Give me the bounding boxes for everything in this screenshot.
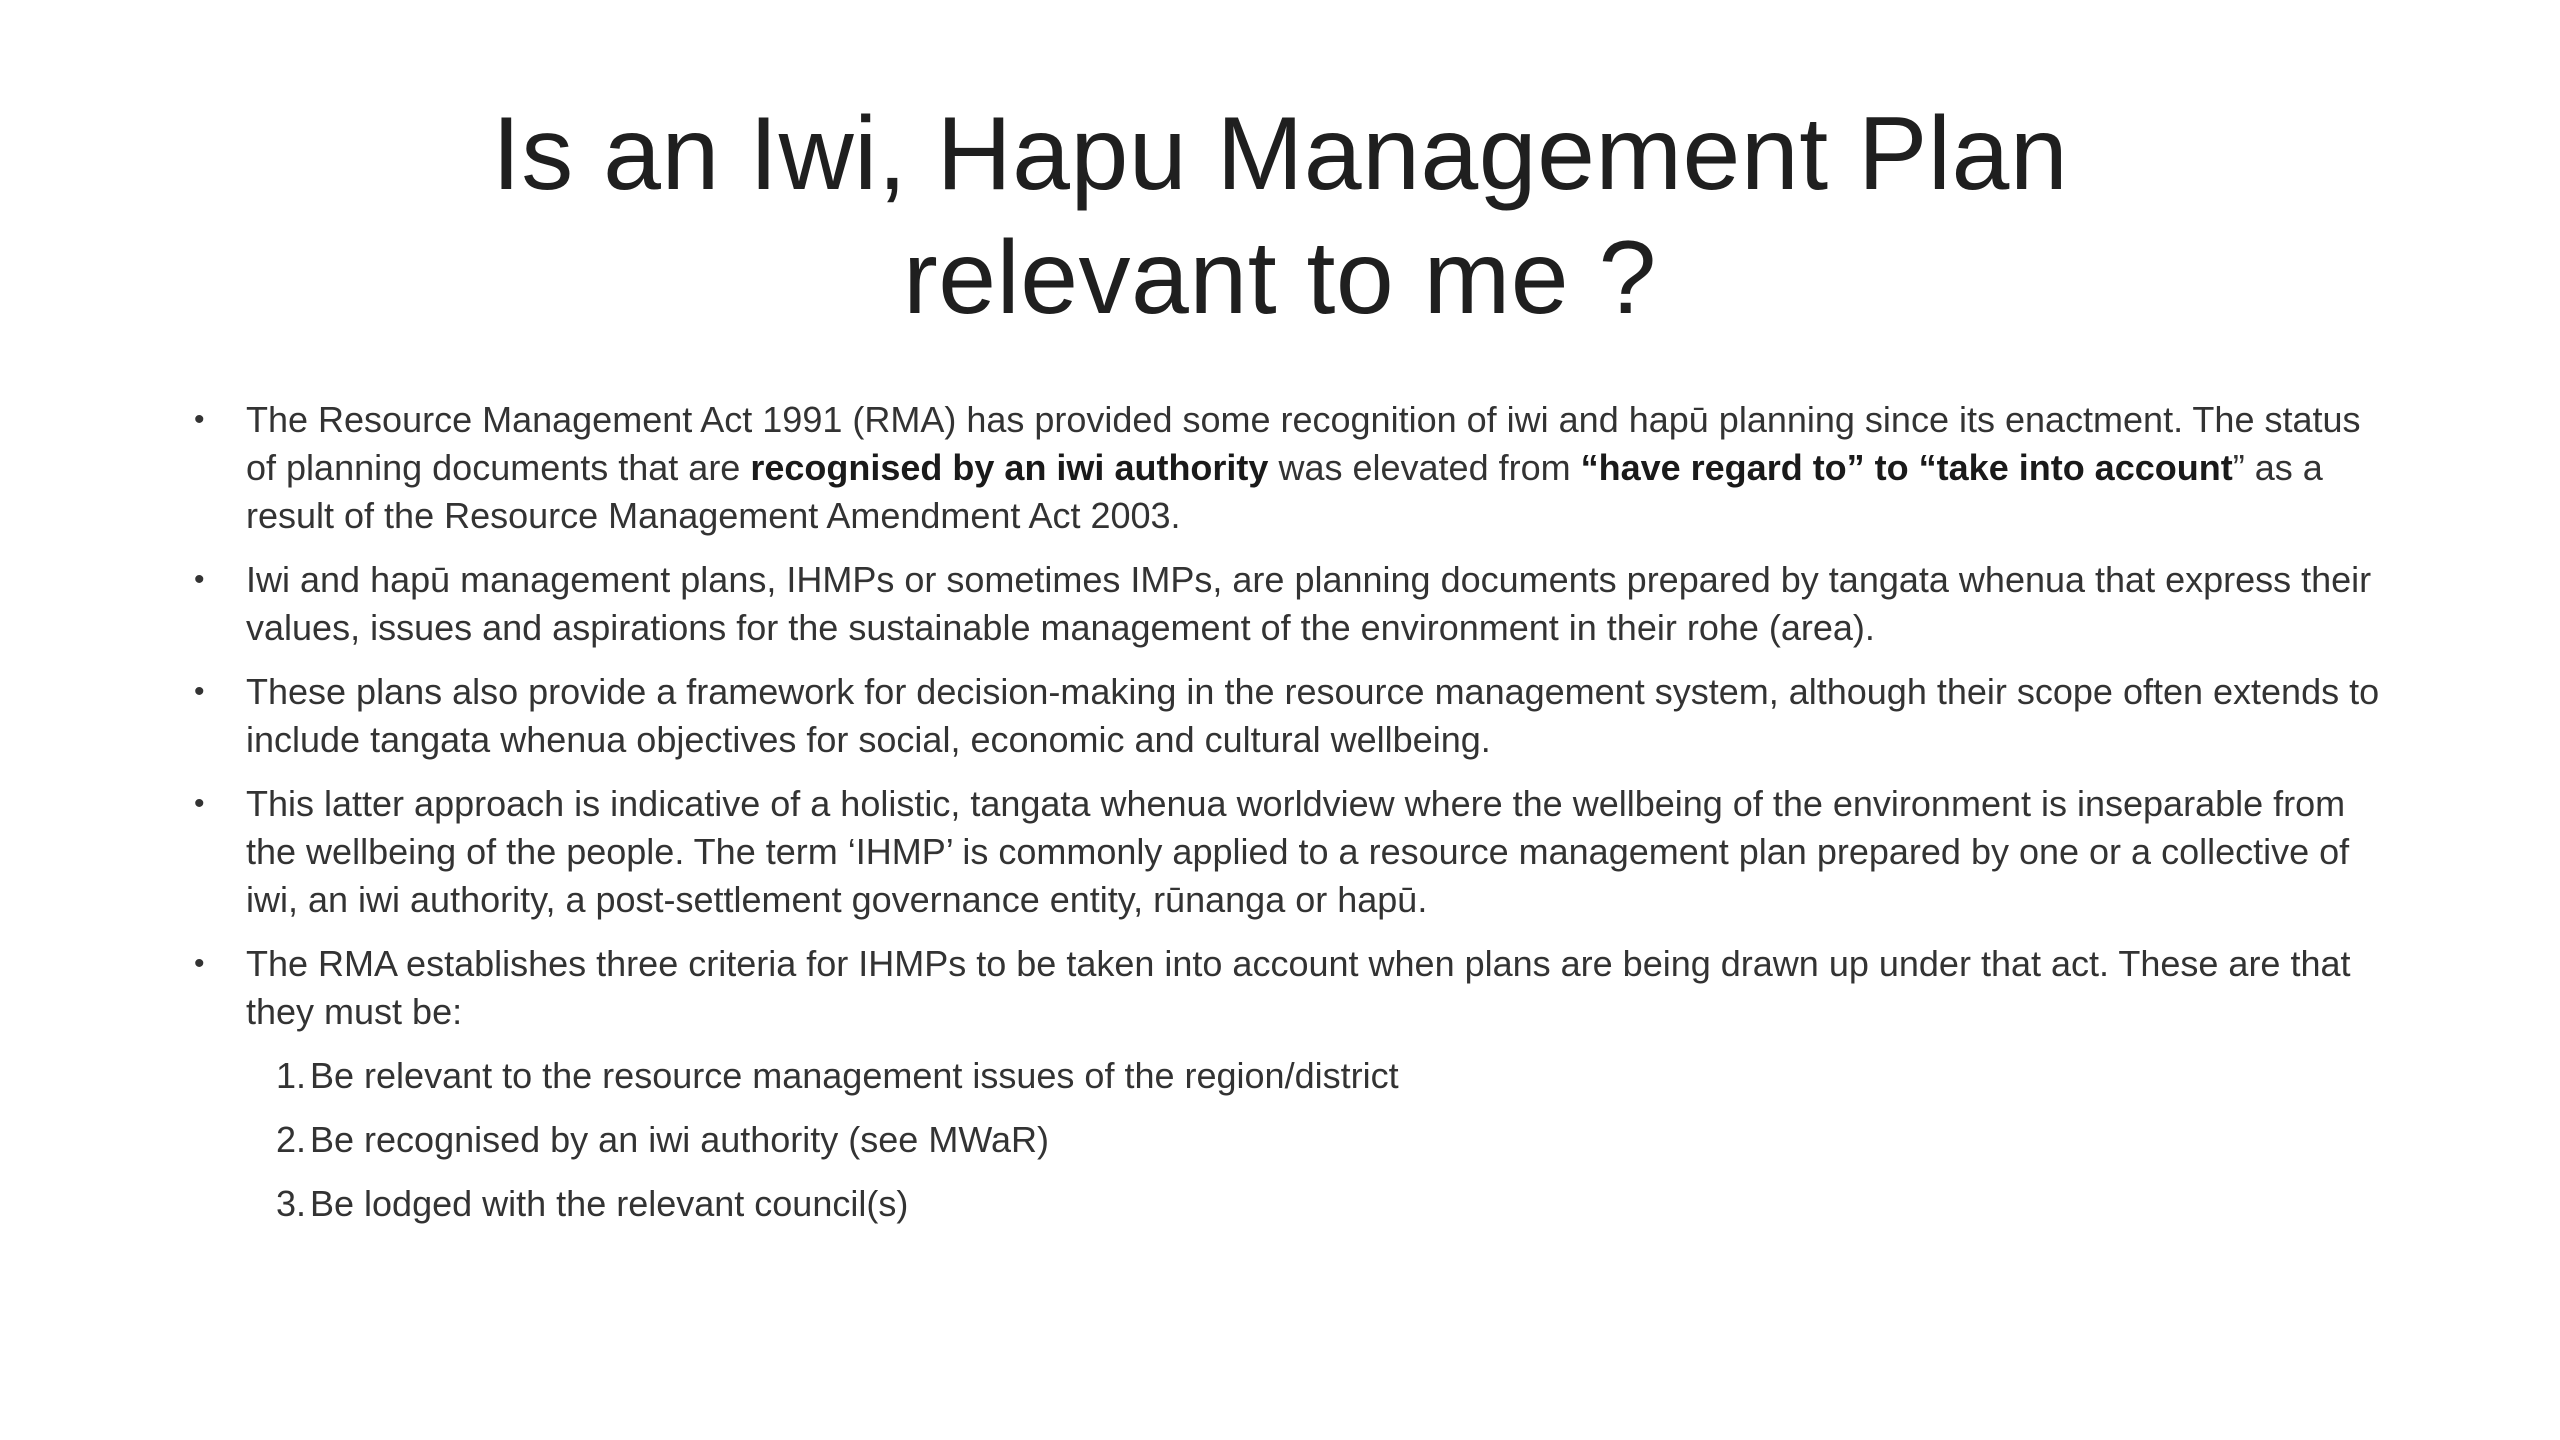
bullet-item-rma-criteria: [190, 940, 2390, 1036]
bullet-dot: •: [194, 563, 205, 596]
criteria-text: Be recognised by an iwi authority (see MWaR): [310, 1119, 1049, 1160]
bullet-item-rma-recognition: [190, 396, 2390, 540]
bullet-dot: •: [194, 675, 205, 708]
bullet-item-framework: [190, 668, 2390, 764]
criteria-number: 1.: [276, 1055, 307, 1096]
bullet-dot: •: [194, 787, 205, 820]
criteria-text: Be relevant to the resource management issues of the region/district: [310, 1055, 1399, 1096]
slide-title: [200, 92, 2360, 340]
slide-title-line-1: Is an Iwi, Hapu Management Plan: [491, 96, 2069, 212]
bullet-text-emphasis: “have regard to” to “take into account: [1580, 447, 2233, 488]
slide-body: [190, 396, 2390, 1244]
slide-title-line-2: relevant to me ?: [903, 220, 1657, 336]
bullet-text: This latter approach is indicative of a holistic, tangata whenua worldview where the wellbeing of the environment is inseparable from the wellbeing of the people. The term ‘IHMP’ is commonly applied to a resource management plan prepared by one or a collective of iwi, an iwi authority, a post-settlement governance entity, rūnanga or hapū.: [246, 783, 2350, 920]
bullet-text-emphasis: recognised by an iwi authority: [750, 447, 1269, 488]
bullet-dot: •: [194, 403, 205, 436]
criteria-number: 2.: [276, 1119, 307, 1160]
bullet-dot: •: [194, 947, 205, 980]
criteria-item: [276, 1052, 2390, 1100]
criteria-item: [276, 1180, 2390, 1228]
bullet-text: was elevated from: [1268, 447, 1581, 488]
bullet-item-ihmp-definition: [190, 556, 2390, 652]
bullet-text: The RMA establishes three criteria for IHMPs to be taken into account when plans are being drawn up under that act. These are that they must be:: [246, 943, 2351, 1032]
criteria-item: [276, 1116, 2390, 1164]
bullet-text: Iwi and hapū management plans, IHMPs or sometimes IMPs, are planning documents prepared by tangata whenua that express their values, issues and aspirations for the sustainable management of the environment in their rohe (area).: [246, 559, 2372, 648]
bullet-text: ” as a result of the Resource Management Amendment Act 2003.: [246, 447, 2323, 536]
bullet-text: The Resource Management Act 1991 (RMA) has provided some recognition of iwi and hapū planning since its enactment. The status of planning documents that are: [246, 399, 2361, 488]
criteria-text: Be lodged with the relevant council(s): [310, 1183, 909, 1224]
bullet-text: These plans also provide a framework for decision-making in the resource management system, although their scope often extends to include tangata whenua objectives for social, economic and cultural wellbeing.: [246, 671, 2380, 760]
criteria-list: [190, 1052, 2390, 1228]
bullet-list: [190, 396, 2390, 1036]
bullet-item-holistic-approach: [190, 780, 2390, 924]
criteria-number: 3.: [276, 1183, 307, 1224]
